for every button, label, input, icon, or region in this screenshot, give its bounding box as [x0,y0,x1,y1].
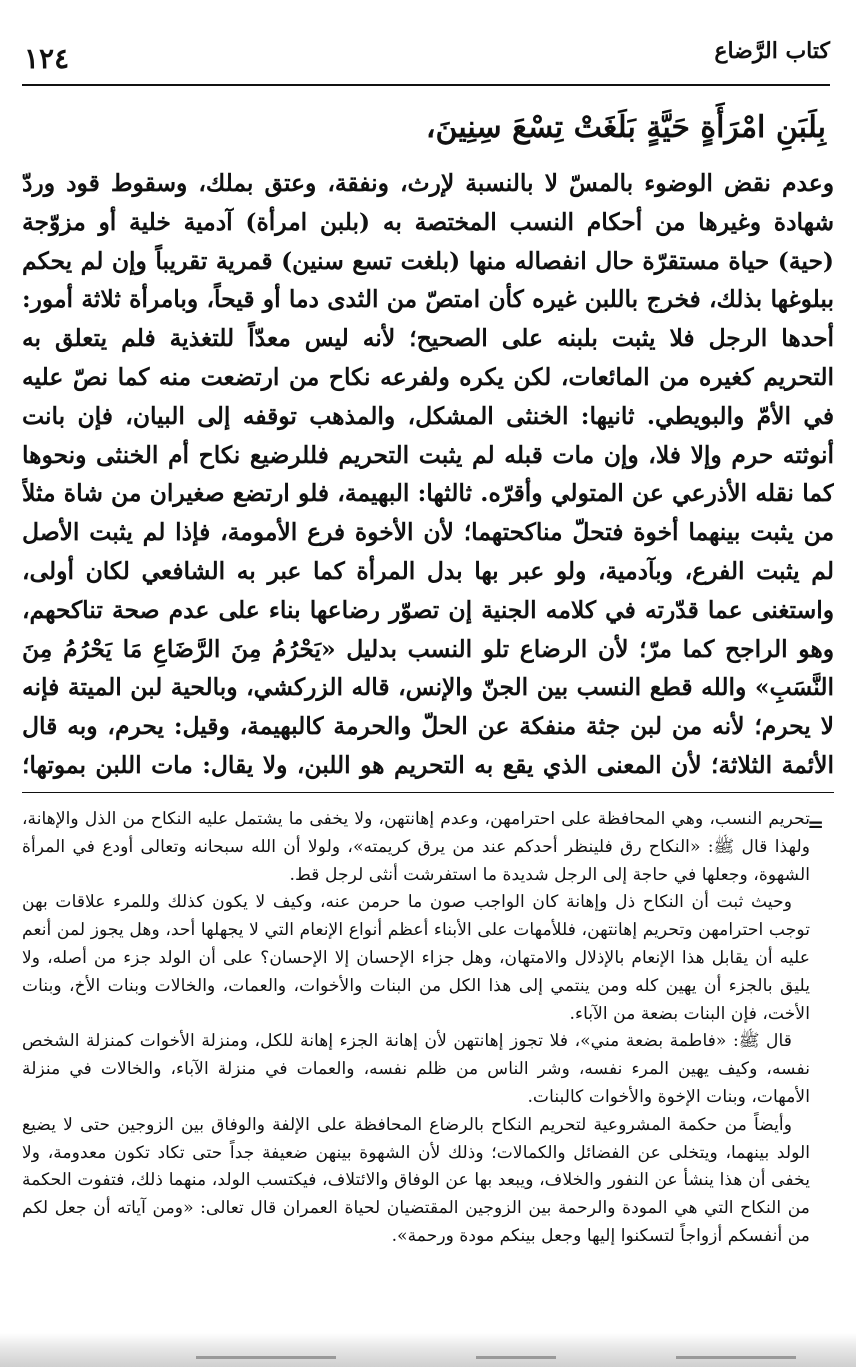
footnote-paragraph: وحيث ثبت أن النكاح ذل وإهانة كان الواجب صون ما حرمن عنه، وكيف لا يكون كذلك وللمرء علاقات بهن توجب احترامهن وتحريم إهانتهن، فللأمهات على الأبناء أعظم أنواع الإنعام التي لا يجهلها أحد، وهل يجوز لمن أنعم عليه أن يقابل هذا الإنعام بالإذلال والامتهان، وهل جزاء الإحسان إلا الإحسان؟ على أن الولد جزء من أصله، ولا يليق بالجزء أن يهين كله ومن ينتمي إلى هذا الكل من البنات والأخوات، والعمات، والخالات وبنات الأخ، وبنات الأخت، فإن البنات بضعة من الآباء. [22,892,810,1024]
footnote-rule [22,792,834,793]
page-header [22,38,830,86]
footnotes [22,806,810,1326]
running-title: كتاب الرَّضاع [714,38,830,64]
commentary-text: وعدم نقض الوضوء بالمسّ لا بالنسبة لإرث، ونفقة، وعتق بملك، وسقوط قود وردّ شهادة وغيرها من أحكام النسب المختصة به (بلبن امرأة) آدمية خلية أو مزوّجة (حية) حياة مستقرّة حال انفصاله منها (بلغت تسع سنين) قمرية تقريباً وإن لم يحكم ببلوغها بذلك، فخرج باللبن غيره كأن امتصّ من الثدى دما أو قيحاً، وبامرأة ثلاثة أمور: أحدها الرجل فلا يثبت بلبنه على الصحيح؛ لأنه ليس معدّاً للتغذية فلم يتعلق به التحريم كغيره من المائعات، لكن يكره ولفرعه نكاح من ارتضعت منه كما نصّ عليه في الأمّ والبويطي. ثانيها: الخنثى المشكل، والمذهب توقفه إلى البيان، فإن بانت أنوثته حرم وإلا فلا، وإن مات قبله لم يثبت التحريم فللرضيع نكاح أم الخنثى ونحوها كما نقله الأذرعي عن المتولي وأقرّه. ثالثها: البهيمة، فلو ارتضع صغيران من شاة مثلاً من يثبت بينهما أخوة فتحلّ مناكحتهما؛ لأن الأخوة فرع الأمومة، فإذا لم يثبت الأصل لم يثبت الفرع، وبآدمية، ولو عبر بها بدل المرأة كما عبر به الشافعي لكان أولى، واستغنى عما قدّرته في كلامه الجنية إن تصوّر رضاعها بناء على عدم صحة تناكحهم، وهو الراجح كما مرّ؛ لأن الرضاع تلو النسب بدليل «يَحْرُمُ مِنَ الرَّضَاعِ مَا يَحْرُمُ مِنَ النَّسَبِ» والله قطع النسب بين الجنّ والإنس، قاله الزركشي، وبالحية لبن الميتة فإنه لا يحرم؛ لأنه من لبن جثة منفكة عن الحلّ والحرمة كالبهيمة، وقيل: يحرم، وبه قال الأئمة الثلاثة؛ لأن المعنى الذي يقع به التحريم هو اللبن، ولا يقال: مات اللبن بموتها؛ [22,169,834,779]
matn-text: بِلَبَنِ امْرَأَةٍ حَيَّةٍ بَلَغَتْ تِسْعَ سِنِينَ، [425,110,826,145]
footnote-paragraph: قال ﷺ: «فاطمة بضعة مني»، فلا تجوز إهانتهن لأن إهانة الجزء إهانة للكل، ومنزلة الأخوات كمنزلة الشخص نفسه، وكيف يهين المرء نفسه، وشر الناس من ظلم نفسه، والعمات في منزلة الآباء، والخالات في منزلة الأمهات، وبنات الإخوة والأخوات كالبنات. [22,1031,810,1107]
scan-edge [0,1333,856,1367]
footnote-paragraph: تحريم النسب، وهي المحافظة على احترامهن، وعدم إهانتهن، ولا يخفى ما يشتمل عليه النكاح من الذل والإهانة، ولهذا قال ﷺ: «النكاح رق فلينظر أحدكم عند من يرق كريمته»، ولولا أن الله سبحانه وتعالى أودع في المرأة الشهوة، وجعلها في حاجة إلى الرجل شديدة ما استفرشت أنثى لرجل قط. [22,809,810,885]
page-number: ١٢٤ [24,42,70,75]
header-rule [22,84,830,86]
footnote-paragraph: وأيضاً من حكمة المشروعية لتحريم النكاح بالرضاع المحافظة على الإلفة والوفاق بين الزوجين حتى لا يضيع الولد بينهما، ويتخلى عن الفضائل والكمالات؛ وذلك لأن الشهوة بينهن ضعيفة جداً حتى تكاد تكون معدومة، ولا يخفى أن هذا ينشأ عن النفور والخلاف، ويبعد بها عن الوفاق والائتلاف، فيكتسب الولد، منهما ذلك، فتفوت الحكمة من النكاح التي هي المودة والرحمة بين الزوجين المقتضيان لحياة العمران قال تعالى: «ومن آياته أن جعل لكم من أنفسكم أزواجاً لتسكنوا إليها وجعل بينكم مودة ورحمة». [22,1114,810,1246]
footnote-continuation-marker: = [807,812,824,836]
